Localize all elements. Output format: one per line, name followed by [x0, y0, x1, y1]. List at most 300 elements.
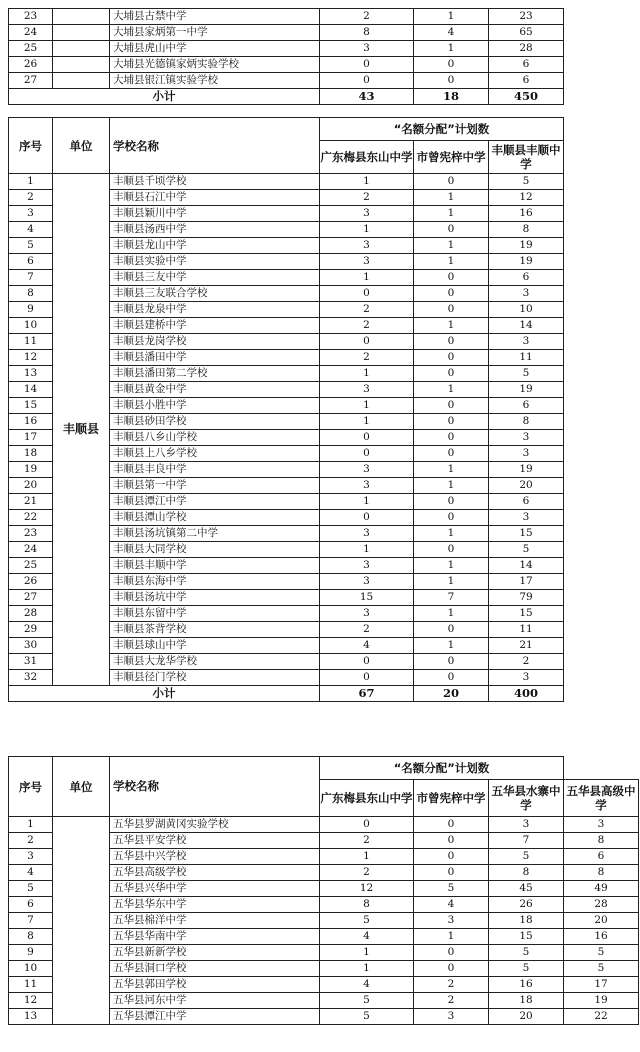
subtotal-b: 18	[414, 89, 489, 105]
school-name: 丰顺县东留中学	[110, 606, 320, 622]
count-a: 0	[320, 57, 414, 73]
row-number: 16	[9, 414, 53, 430]
count-a: 1	[320, 542, 414, 558]
count-c: 3	[489, 510, 564, 526]
table-row	[9, 817, 639, 833]
unit-cell	[53, 57, 110, 73]
count-d: 16	[564, 929, 639, 945]
count-d: 3	[564, 817, 639, 833]
count-c: 11	[489, 350, 564, 366]
header-unit: 单位	[53, 757, 110, 817]
row-number: 9	[9, 302, 53, 318]
wuhua-table	[8, 756, 639, 1025]
count-b: 0	[414, 222, 489, 238]
count-c: 18	[489, 993, 564, 1009]
school-name: 丰顺县龙岗学校	[110, 334, 320, 350]
subtotal-c: 450	[489, 89, 564, 105]
count-c: 6	[489, 398, 564, 414]
count-a: 1	[320, 961, 414, 977]
blank-cell	[564, 558, 639, 574]
row-number: 27	[9, 590, 53, 606]
row-number: 11	[9, 977, 53, 993]
count-c: 6	[489, 494, 564, 510]
blank-cell	[564, 398, 639, 414]
school-name: 丰顺县石江中学	[110, 190, 320, 206]
count-a: 1	[320, 494, 414, 510]
count-a: 3	[320, 558, 414, 574]
count-c: 19	[489, 382, 564, 398]
row-number: 23	[9, 526, 53, 542]
count-b: 0	[414, 542, 489, 558]
count-a: 1	[320, 414, 414, 430]
count-b: 0	[414, 57, 489, 73]
count-c: 16	[489, 977, 564, 993]
school-name: 五华县河东中学	[110, 993, 320, 1009]
count-b: 1	[414, 462, 489, 478]
count-c: 7	[489, 833, 564, 849]
school-name: 五华县潭江中学	[110, 1009, 320, 1025]
count-a: 3	[320, 41, 414, 57]
count-a: 1	[320, 945, 414, 961]
school-name: 丰顺县丰良中学	[110, 462, 320, 478]
count-a: 1	[320, 222, 414, 238]
blank-cell	[564, 542, 639, 558]
count-c: 19	[489, 462, 564, 478]
unit-cell	[53, 41, 110, 57]
row-number: 7	[9, 270, 53, 286]
count-a: 0	[320, 73, 414, 89]
count-c: 3	[489, 334, 564, 350]
count-b: 0	[414, 334, 489, 350]
count-c: 6	[489, 270, 564, 286]
count-b: 0	[414, 622, 489, 638]
row-number: 2	[9, 190, 53, 206]
count-c: 3	[489, 670, 564, 686]
count-c: 21	[489, 638, 564, 654]
count-b: 0	[414, 865, 489, 881]
row-number: 32	[9, 670, 53, 686]
count-c: 8	[489, 414, 564, 430]
unit-cell	[53, 817, 110, 1025]
blank-cell	[564, 462, 639, 478]
row-number: 4	[9, 222, 53, 238]
row-number: 13	[9, 1009, 53, 1025]
count-c: 65	[489, 25, 564, 41]
count-a: 3	[320, 478, 414, 494]
count-a: 1	[320, 849, 414, 865]
table-row	[9, 25, 639, 41]
count-a: 3	[320, 526, 414, 542]
school-name: 大埔县光德镇家炳实验学校	[110, 57, 320, 73]
school-name: 丰顺县黄金中学	[110, 382, 320, 398]
blank-cell	[564, 478, 639, 494]
count-d: 28	[564, 897, 639, 913]
subtotal-row	[9, 89, 639, 105]
fengshun-table	[8, 117, 639, 702]
school-name: 丰顺县球山中学	[110, 638, 320, 654]
count-c: 14	[489, 558, 564, 574]
blank-cell	[564, 41, 639, 57]
count-a: 2	[320, 190, 414, 206]
school-name: 丰顺县龙山中学	[110, 238, 320, 254]
wuhua-table-section	[8, 756, 639, 1025]
row-number: 6	[9, 254, 53, 270]
count-a: 4	[320, 977, 414, 993]
count-c: 3	[489, 817, 564, 833]
row-number: 1	[9, 174, 53, 190]
count-b: 0	[414, 849, 489, 865]
school-name: 五华县华南中学	[110, 929, 320, 945]
count-a: 2	[320, 318, 414, 334]
school-name: 五华县新新学校	[110, 945, 320, 961]
count-d: 20	[564, 913, 639, 929]
count-b: 1	[414, 638, 489, 654]
blank-cell	[564, 574, 639, 590]
count-c: 3	[489, 446, 564, 462]
row-number: 30	[9, 638, 53, 654]
count-a: 3	[320, 606, 414, 622]
school-name: 大埔县家炳第一中学	[110, 25, 320, 41]
unit-name: 丰顺县	[53, 174, 110, 686]
blank-cell	[564, 430, 639, 446]
blank-cell	[564, 206, 639, 222]
row-number: 31	[9, 654, 53, 670]
count-b: 0	[414, 350, 489, 366]
header-school: 学校名称	[110, 757, 320, 817]
row-number: 23	[9, 9, 53, 25]
row-number: 29	[9, 622, 53, 638]
count-a: 0	[320, 286, 414, 302]
count-b: 1	[414, 238, 489, 254]
row-number: 1	[9, 817, 53, 833]
count-d: 5	[564, 961, 639, 977]
count-b: 0	[414, 366, 489, 382]
school-name: 丰顺县潘田第二学校	[110, 366, 320, 382]
dabu-table-section	[8, 8, 639, 105]
count-a: 2	[320, 9, 414, 25]
school-name: 丰顺县上八乡学校	[110, 446, 320, 462]
row-number: 8	[9, 929, 53, 945]
header-school: 学校名称	[110, 118, 320, 174]
count-c: 20	[489, 478, 564, 494]
header-col-c: 丰顺县丰顺中学	[489, 141, 564, 174]
blank-cell	[564, 318, 639, 334]
count-a: 15	[320, 590, 414, 606]
row-number: 10	[9, 318, 53, 334]
row-number: 26	[9, 57, 53, 73]
school-name: 大埔县古禁中学	[110, 9, 320, 25]
school-name: 丰顺县三友联合学校	[110, 286, 320, 302]
blank-cell	[564, 350, 639, 366]
school-name: 大埔县虎山中学	[110, 41, 320, 57]
count-b: 0	[414, 945, 489, 961]
count-a: 1	[320, 366, 414, 382]
count-a: 0	[320, 510, 414, 526]
row-number: 10	[9, 961, 53, 977]
count-b: 1	[414, 206, 489, 222]
row-number: 7	[9, 913, 53, 929]
count-a: 2	[320, 833, 414, 849]
school-name: 五华县罗湖黄冈实验学校	[110, 817, 320, 833]
count-c: 19	[489, 254, 564, 270]
header-col-b: 市曾宪梓中学	[414, 141, 489, 174]
unit-cell	[53, 73, 110, 89]
count-c: 15	[489, 526, 564, 542]
count-b: 1	[414, 9, 489, 25]
count-b: 0	[414, 494, 489, 510]
subtotal-row	[9, 686, 639, 702]
school-name: 丰顺县建桥中学	[110, 318, 320, 334]
count-c: 14	[489, 318, 564, 334]
count-c: 5	[489, 945, 564, 961]
subtotal-c: 400	[489, 686, 564, 702]
row-number: 20	[9, 478, 53, 494]
blank-cell	[564, 654, 639, 670]
count-a: 4	[320, 929, 414, 945]
row-number: 12	[9, 993, 53, 1009]
count-b: 0	[414, 398, 489, 414]
row-number: 2	[9, 833, 53, 849]
count-b: 1	[414, 382, 489, 398]
count-d: 8	[564, 865, 639, 881]
blank-cell	[564, 254, 639, 270]
count-c: 8	[489, 222, 564, 238]
count-c: 5	[489, 174, 564, 190]
count-a: 8	[320, 897, 414, 913]
row-number: 28	[9, 606, 53, 622]
table-row	[9, 174, 639, 190]
count-b: 1	[414, 318, 489, 334]
count-b: 1	[414, 526, 489, 542]
header-col-d: 五华县高级中学	[564, 780, 639, 817]
count-a: 4	[320, 638, 414, 654]
school-name: 五华县棉洋中学	[110, 913, 320, 929]
row-number: 4	[9, 865, 53, 881]
row-number: 3	[9, 206, 53, 222]
count-a: 1	[320, 174, 414, 190]
row-number: 25	[9, 558, 53, 574]
count-c: 5	[489, 849, 564, 865]
school-name: 丰顺县潭山学校	[110, 510, 320, 526]
count-a: 3	[320, 206, 414, 222]
blank-cell	[564, 590, 639, 606]
blank-cell	[564, 302, 639, 318]
blank-cell	[564, 382, 639, 398]
header-col-b: 市曾宪梓中学	[414, 780, 489, 817]
header-plan: “名额分配”计划数	[320, 757, 564, 780]
blank-cell	[564, 526, 639, 542]
count-b: 2	[414, 993, 489, 1009]
blank-cell	[564, 606, 639, 622]
count-a: 2	[320, 350, 414, 366]
count-b: 1	[414, 929, 489, 945]
count-b: 1	[414, 478, 489, 494]
blank-cell	[564, 334, 639, 350]
count-c: 15	[489, 606, 564, 622]
school-name: 五华县兴华中学	[110, 881, 320, 897]
row-number: 17	[9, 430, 53, 446]
count-d: 17	[564, 977, 639, 993]
unit-cell	[53, 9, 110, 25]
school-name: 丰顺县潘田中学	[110, 350, 320, 366]
count-c: 6	[489, 73, 564, 89]
count-b: 1	[414, 558, 489, 574]
school-name: 丰顺县汤西中学	[110, 222, 320, 238]
count-c: 10	[489, 302, 564, 318]
count-b: 0	[414, 286, 489, 302]
header-unit: 单位	[53, 118, 110, 174]
count-c: 15	[489, 929, 564, 945]
count-c: 12	[489, 190, 564, 206]
count-b: 0	[414, 430, 489, 446]
row-number: 3	[9, 849, 53, 865]
count-c: 45	[489, 881, 564, 897]
school-name: 丰顺县三友中学	[110, 270, 320, 286]
school-name: 大埔县银江镇实验学校	[110, 73, 320, 89]
blank-cell	[564, 366, 639, 382]
row-number: 6	[9, 897, 53, 913]
count-a: 0	[320, 334, 414, 350]
count-c: 6	[489, 57, 564, 73]
count-b: 1	[414, 574, 489, 590]
row-number: 12	[9, 350, 53, 366]
school-name: 丰顺县径门学校	[110, 670, 320, 686]
blank-cell	[564, 510, 639, 526]
blank-cell	[564, 270, 639, 286]
count-b: 1	[414, 606, 489, 622]
subtotal-b: 20	[414, 686, 489, 702]
school-name: 丰顺县颖川中学	[110, 206, 320, 222]
count-b: 4	[414, 897, 489, 913]
count-a: 0	[320, 817, 414, 833]
header-no: 序号	[9, 757, 53, 817]
count-b: 0	[414, 174, 489, 190]
count-b: 0	[414, 833, 489, 849]
count-b: 0	[414, 961, 489, 977]
blank-cell	[564, 57, 639, 73]
count-c: 5	[489, 542, 564, 558]
count-a: 3	[320, 254, 414, 270]
count-a: 8	[320, 25, 414, 41]
subtotal-a: 67	[320, 686, 414, 702]
blank-cell	[564, 89, 639, 105]
row-number: 22	[9, 510, 53, 526]
count-b: 0	[414, 654, 489, 670]
count-b: 3	[414, 1009, 489, 1025]
row-number: 11	[9, 334, 53, 350]
count-d: 6	[564, 849, 639, 865]
unit-cell	[53, 25, 110, 41]
count-b: 1	[414, 254, 489, 270]
subtotal-label: 小计	[9, 89, 320, 105]
count-c: 26	[489, 897, 564, 913]
school-name: 丰顺县丰顺中学	[110, 558, 320, 574]
blank-cell	[564, 9, 639, 25]
count-b: 1	[414, 41, 489, 57]
count-c: 79	[489, 590, 564, 606]
school-name: 五华县华东中学	[110, 897, 320, 913]
row-number: 21	[9, 494, 53, 510]
count-a: 0	[320, 670, 414, 686]
count-a: 0	[320, 430, 414, 446]
count-a: 12	[320, 881, 414, 897]
count-c: 3	[489, 430, 564, 446]
header-plan: “名额分配”计划数	[320, 118, 564, 141]
row-number: 25	[9, 41, 53, 57]
count-c: 28	[489, 41, 564, 57]
school-name: 丰顺县汤坑镇第二中学	[110, 526, 320, 542]
count-b: 2	[414, 977, 489, 993]
count-c: 18	[489, 913, 564, 929]
fengshun-table-section	[8, 117, 639, 702]
school-name: 丰顺县小胜中学	[110, 398, 320, 414]
count-a: 5	[320, 913, 414, 929]
count-c: 16	[489, 206, 564, 222]
school-name: 丰顺县潭江中学	[110, 494, 320, 510]
blank-cell	[564, 190, 639, 206]
table-row	[9, 41, 639, 57]
subtotal-label: 小计	[9, 686, 320, 702]
blank-cell	[564, 446, 639, 462]
school-name: 丰顺县八乡山学校	[110, 430, 320, 446]
blank-cell	[564, 73, 639, 89]
subtotal-a: 43	[320, 89, 414, 105]
count-a: 3	[320, 238, 414, 254]
row-number: 18	[9, 446, 53, 462]
count-b: 0	[414, 270, 489, 286]
row-number: 27	[9, 73, 53, 89]
blank-cell	[564, 25, 639, 41]
count-c: 19	[489, 238, 564, 254]
count-a: 2	[320, 302, 414, 318]
count-a: 0	[320, 654, 414, 670]
count-b: 0	[414, 510, 489, 526]
blank-cell	[564, 174, 639, 190]
header-col-a: 广东梅县东山中学	[320, 780, 414, 817]
count-b: 5	[414, 881, 489, 897]
count-b: 0	[414, 817, 489, 833]
row-number: 13	[9, 366, 53, 382]
count-b: 4	[414, 25, 489, 41]
school-name: 丰顺县东海中学	[110, 574, 320, 590]
school-name: 五华县洞口学校	[110, 961, 320, 977]
school-name: 丰顺县大同学校	[110, 542, 320, 558]
school-name: 丰顺县龙泉中学	[110, 302, 320, 318]
school-name: 五华县郭田学校	[110, 977, 320, 993]
count-a: 5	[320, 1009, 414, 1025]
count-c: 2	[489, 654, 564, 670]
school-name: 五华县平安学校	[110, 833, 320, 849]
count-a: 2	[320, 622, 414, 638]
header-col-a: 广东梅县东山中学	[320, 141, 414, 174]
dabu-table	[8, 8, 639, 105]
row-number: 15	[9, 398, 53, 414]
table-row	[9, 73, 639, 89]
row-number: 5	[9, 238, 53, 254]
blank-cell	[564, 286, 639, 302]
blank-cell	[564, 414, 639, 430]
school-name: 丰顺县第一中学	[110, 478, 320, 494]
count-d: 49	[564, 881, 639, 897]
header-col-c: 五华县水寨中学	[489, 780, 564, 817]
school-name: 丰顺县汤坑中学	[110, 590, 320, 606]
count-b: 0	[414, 73, 489, 89]
count-a: 3	[320, 462, 414, 478]
blank-cell	[564, 622, 639, 638]
count-a: 3	[320, 382, 414, 398]
school-name: 丰顺县实验中学	[110, 254, 320, 270]
row-number: 8	[9, 286, 53, 302]
